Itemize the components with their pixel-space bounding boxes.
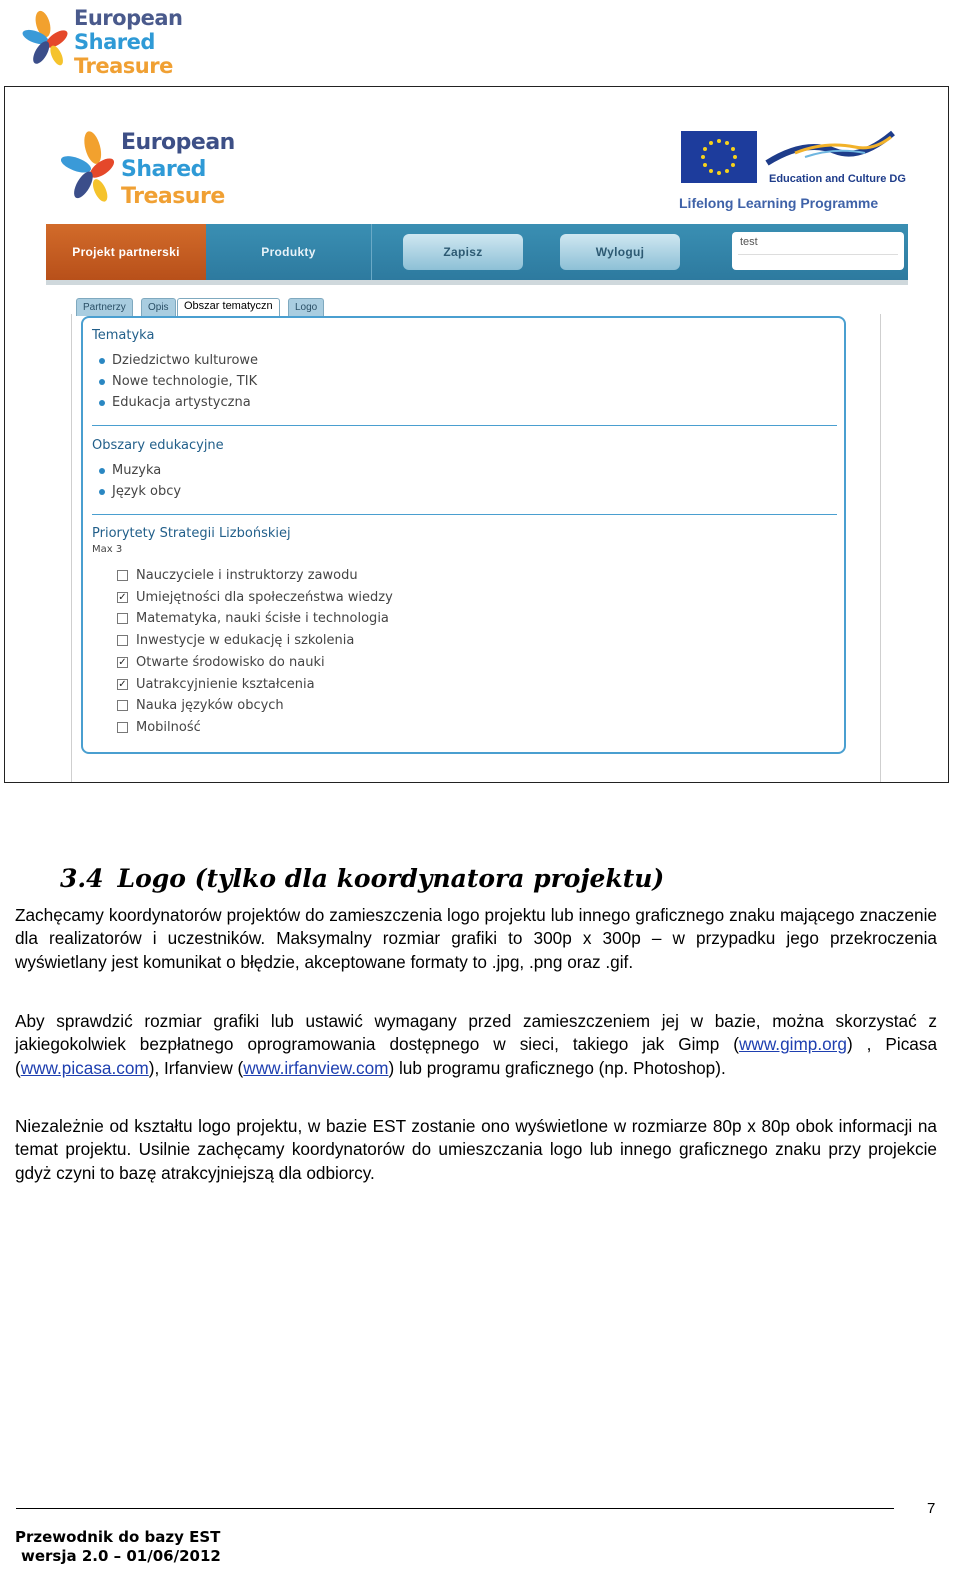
eu-flag-icon xyxy=(681,131,757,183)
bullet-icon xyxy=(99,400,105,406)
list-item-label: Język obcy xyxy=(112,484,182,499)
priority-checkbox-row[interactable] xyxy=(117,677,315,692)
nav-produkty[interactable]: Produkty xyxy=(261,245,316,259)
llp-label: Lifelong Learning Programme xyxy=(679,195,879,211)
main-nav xyxy=(46,224,908,280)
nav-projekt-partnerski[interactable]: Projekt partnerski xyxy=(46,224,206,280)
eu-dg-label: Education and Culture DG xyxy=(769,173,906,185)
priority-checkbox-label: Nauczyciele i instruktorzy zawodu xyxy=(136,568,358,583)
logo-line-3: Treasure xyxy=(121,184,225,209)
section-divider xyxy=(92,514,837,515)
priority-checkbox-label: Uatrakcyjnienie kształcenia xyxy=(136,676,315,692)
list-item xyxy=(99,395,251,410)
footer-title: Przewodnik do bazy EST xyxy=(15,1528,221,1546)
section-heading xyxy=(60,864,664,893)
logo-wordmark xyxy=(74,6,182,78)
irfanview-link[interactable]: www.irfanview.com xyxy=(243,1057,389,1078)
search-input[interactable]: test xyxy=(732,232,904,270)
checked-checkbox-icon[interactable]: ✓ xyxy=(118,678,127,690)
bullet-icon xyxy=(99,379,105,385)
priority-checkbox-row[interactable] xyxy=(117,611,389,626)
section-title-obszary: Obszary edukacyjne xyxy=(92,438,224,453)
priority-checkbox-row[interactable] xyxy=(117,590,393,605)
section-title-priorytety: Priorytety Strategii Lizbońskiej xyxy=(92,526,291,541)
priority-checkbox-label: Nauka języków obcych xyxy=(136,698,284,714)
footer-info xyxy=(15,1528,221,1566)
priority-checkbox-label: Otwarte środowisko do nauki xyxy=(136,654,325,670)
unchecked-checkbox-icon[interactable] xyxy=(117,700,128,711)
unchecked-checkbox-icon[interactable] xyxy=(117,570,128,581)
paragraph-2 xyxy=(15,1010,937,1080)
logo-line-3: Treasure xyxy=(74,54,173,78)
logo-line-2: Shared xyxy=(121,157,206,182)
paragraph-3: Niezależnie od kształtu logo projektu, w bazie EST zostanie ono wyświetlone w rozmiarze 80p x 80p obok informacji na temat projektu. Usilnie zachęcamy koordynatorów do umieszczania logo lub innego graficznego znaku przy projekcie gdyż czyni to bazę atrakcyjniejszą dla odbiorcy. xyxy=(15,1116,937,1183)
footer-version: wersja 2.0 – 01/06/2012 xyxy=(21,1547,221,1565)
logo-line-2: Shared xyxy=(74,30,155,54)
checked-checkbox-icon[interactable]: ✓ xyxy=(118,591,127,603)
nav-separator xyxy=(371,224,372,280)
priority-checkbox-row[interactable] xyxy=(117,698,284,713)
priority-checkbox-label: Umiejętności dla społeczeństwa wiedzy xyxy=(136,589,393,605)
list-item xyxy=(99,463,161,478)
flower-logo-icon xyxy=(18,10,76,68)
heading-number: 3.4 xyxy=(60,864,104,893)
list-item xyxy=(99,353,258,368)
list-item xyxy=(99,484,181,499)
priority-checkbox-label: Mobilność xyxy=(136,719,201,735)
priority-checkbox-label: Inwestycje w edukację i szkolenia xyxy=(136,633,355,649)
logo-line-1: European xyxy=(74,6,183,30)
llp-swoosh-icon xyxy=(765,129,895,179)
paragraph-2-text: ), Irfanview ( xyxy=(148,1057,244,1078)
unchecked-checkbox-icon[interactable] xyxy=(117,613,128,624)
priority-checkbox-label: Matematyka, nauki ścisłe i technologia xyxy=(136,611,389,627)
document-header-logo xyxy=(18,4,188,80)
paragraph-2-text: Aby sprawdzić rozmiar grafiki lub ustawić wymagany przed zamieszczeniem jej w bazie, można skorzystać z jakiegokolwiek bezpłatnego oprogramowania dostępnego w sieci, takiego jak Gimp ( xyxy=(15,1011,937,1055)
flower-logo-icon xyxy=(61,129,117,209)
app-logo-wordmark xyxy=(121,129,235,210)
checked-checkbox-icon[interactable]: ✓ xyxy=(118,656,127,668)
thematic-area-panel xyxy=(81,316,846,754)
list-item-label: Edukacja artystyczna xyxy=(112,395,251,410)
list-item-label: Nowe technologie, TIK xyxy=(112,374,258,389)
logo-line-1: European xyxy=(121,130,235,155)
paragraph-2-text: ) , Picasa ( xyxy=(15,1034,938,1078)
bullet-icon xyxy=(99,489,105,495)
tab-obszar-tematyczny[interactable]: Obszar tematyczn xyxy=(177,298,280,316)
paragraph-1: Zachęcamy koordynatorów projektów do zamieszczenia logo projektu lub innego graficznego znaku mającego znaczenie dla realizatorów i uczestników. Maksymalny rozmiar grafiki to 300p x 300p – w przypadku jego przekroczenia wyświetlany jest komunikat o błędzie, akceptowane formaty to .jpg, .png oraz .gif. xyxy=(15,905,937,972)
heading-text: Logo (tylko dla koordynatora projektu) xyxy=(117,864,665,893)
save-button[interactable]: Zapisz xyxy=(403,234,523,270)
unchecked-checkbox-icon[interactable] xyxy=(117,635,128,646)
max-selection-note: Max 3 xyxy=(92,544,123,555)
list-item-label: Dziedzictwo kulturowe xyxy=(112,353,259,368)
gimp-link[interactable]: www.gimp.org xyxy=(739,1034,847,1055)
priority-checkbox-row[interactable] xyxy=(117,633,354,648)
list-item xyxy=(99,374,257,389)
tab-opis[interactable]: Opis xyxy=(141,298,176,316)
footer-divider xyxy=(16,1508,894,1509)
section-title-tematyka: Tematyka xyxy=(92,328,155,343)
logout-button[interactable]: Wyloguj xyxy=(560,234,680,270)
eu-programme-logo xyxy=(679,129,909,219)
app-screenshot xyxy=(4,86,949,783)
paragraph-2-text: ) lub programu graficznego (np. Photoshop). xyxy=(388,1057,726,1078)
nav-shadow xyxy=(46,280,908,285)
priority-checkbox-row[interactable] xyxy=(117,655,325,670)
bullet-icon xyxy=(99,468,105,474)
priority-checkbox-row[interactable] xyxy=(117,720,201,735)
list-item-label: Muzyka xyxy=(112,463,162,478)
bullet-icon xyxy=(99,358,105,364)
section-divider xyxy=(92,425,837,426)
tab-partnerzy[interactable]: Partnerzy xyxy=(76,298,133,316)
priority-checkbox-row[interactable] xyxy=(117,568,358,583)
app-logo xyxy=(61,127,241,213)
page-number: 7 xyxy=(927,1500,936,1517)
tab-logo[interactable]: Logo xyxy=(288,298,324,316)
picasa-link[interactable]: www.picasa.com xyxy=(20,1057,149,1078)
unchecked-checkbox-icon[interactable] xyxy=(117,722,128,733)
